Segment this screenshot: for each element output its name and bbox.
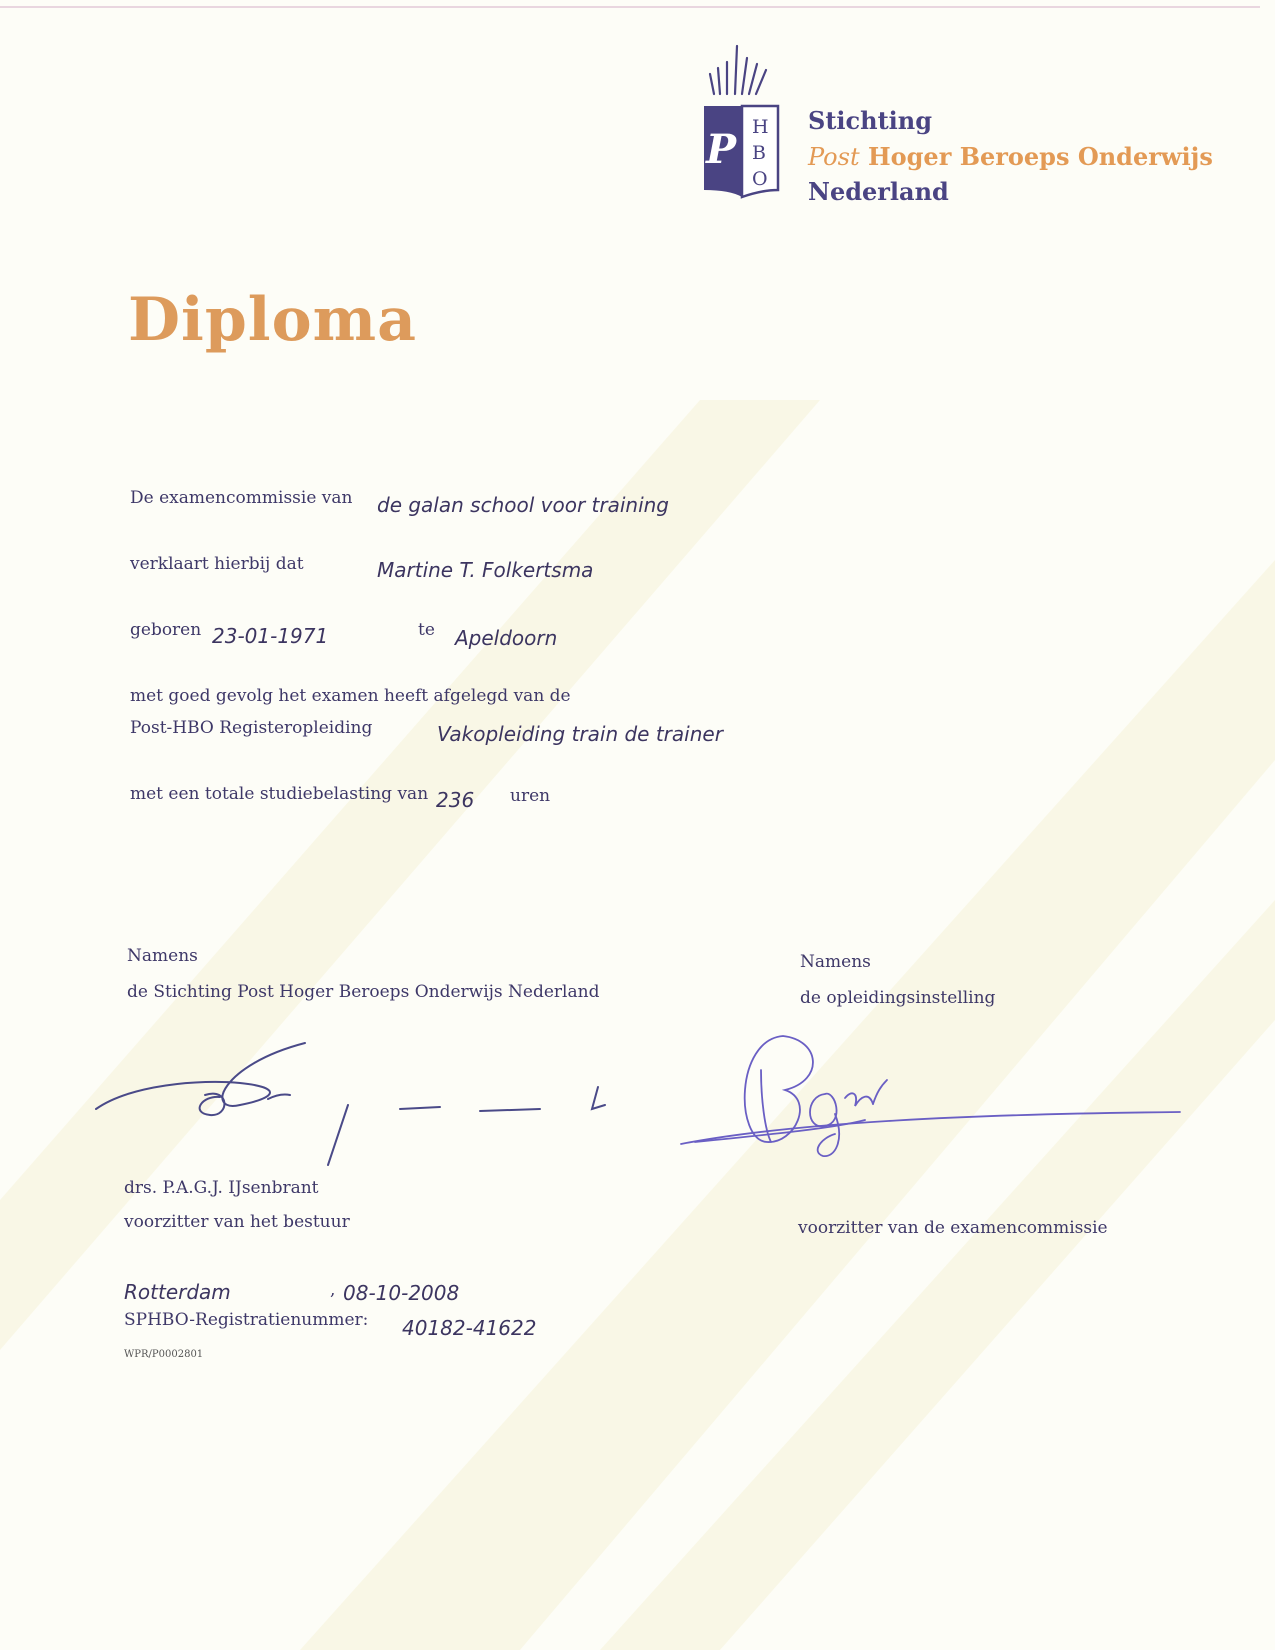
org-line-1: Stichting xyxy=(808,106,933,135)
place-date-separator: , xyxy=(330,1280,336,1300)
org-line-2-italic: Post xyxy=(808,143,860,171)
candidate-name: Martine T. Folkertsma xyxy=(377,558,594,582)
right-namens-label: Namens xyxy=(800,952,871,972)
left-signature xyxy=(90,1035,630,1170)
te-label: te xyxy=(418,620,435,640)
left-signer-role: voorzitter van het bestuur xyxy=(124,1212,350,1232)
hours-unit: uren xyxy=(510,786,551,806)
logo-letter-h: H xyxy=(752,116,769,138)
examencommissie-label: De examencommissie van xyxy=(130,488,353,508)
left-signer-name: drs. P.A.G.J. IJsenbrant xyxy=(124,1178,319,1198)
right-org-label: de opleidingsinstelling xyxy=(800,988,996,1008)
logo-letter-b: B xyxy=(752,142,766,164)
left-org-label: de Stichting Post Hoger Beroeps Onderwijs Nederland xyxy=(127,982,600,1002)
studiebelasting-label: met een totale studiebelasting van xyxy=(130,784,429,804)
geboren-label: geboren xyxy=(130,620,202,640)
logo-letter-o: O xyxy=(752,168,768,190)
org-line-2-rest: Hoger Beroeps Onderwijs xyxy=(867,142,1213,171)
org-line-3: Nederland xyxy=(808,177,949,206)
org-line-2 xyxy=(808,142,1213,171)
top-border xyxy=(0,6,1260,8)
opleiding-label: Post-HBO Registeropleiding xyxy=(130,718,373,738)
left-namens-label: Namens xyxy=(127,946,198,966)
examencommissie-value: de galan school voor training xyxy=(377,493,670,517)
examen-label: met goed gevolg het examen heeft afgelegd van de xyxy=(130,686,571,706)
diploma-title: Diploma xyxy=(128,285,417,355)
date-value: 08-10-2008 xyxy=(343,1281,460,1305)
registration-label: SPHBO-Registratienummer: xyxy=(124,1310,369,1330)
verklaart-label: verklaart hierbij dat xyxy=(130,554,304,574)
right-signer-role: voorzitter van de examencommissie xyxy=(798,1218,1108,1238)
registration-value: 40182-41622 xyxy=(402,1316,537,1340)
right-signature xyxy=(675,1030,1195,1165)
birthplace-value: Apeldoorn xyxy=(455,626,558,650)
opleiding-value: Vakopleiding train de trainer xyxy=(437,722,723,746)
hours-value: 236 xyxy=(436,788,475,812)
logo-letter-p: P xyxy=(706,126,737,173)
birthdate-value: 23-01-1971 xyxy=(212,624,329,648)
document-code: WPR/P0002801 xyxy=(124,1349,204,1360)
place-value: Rotterdam xyxy=(124,1280,231,1304)
